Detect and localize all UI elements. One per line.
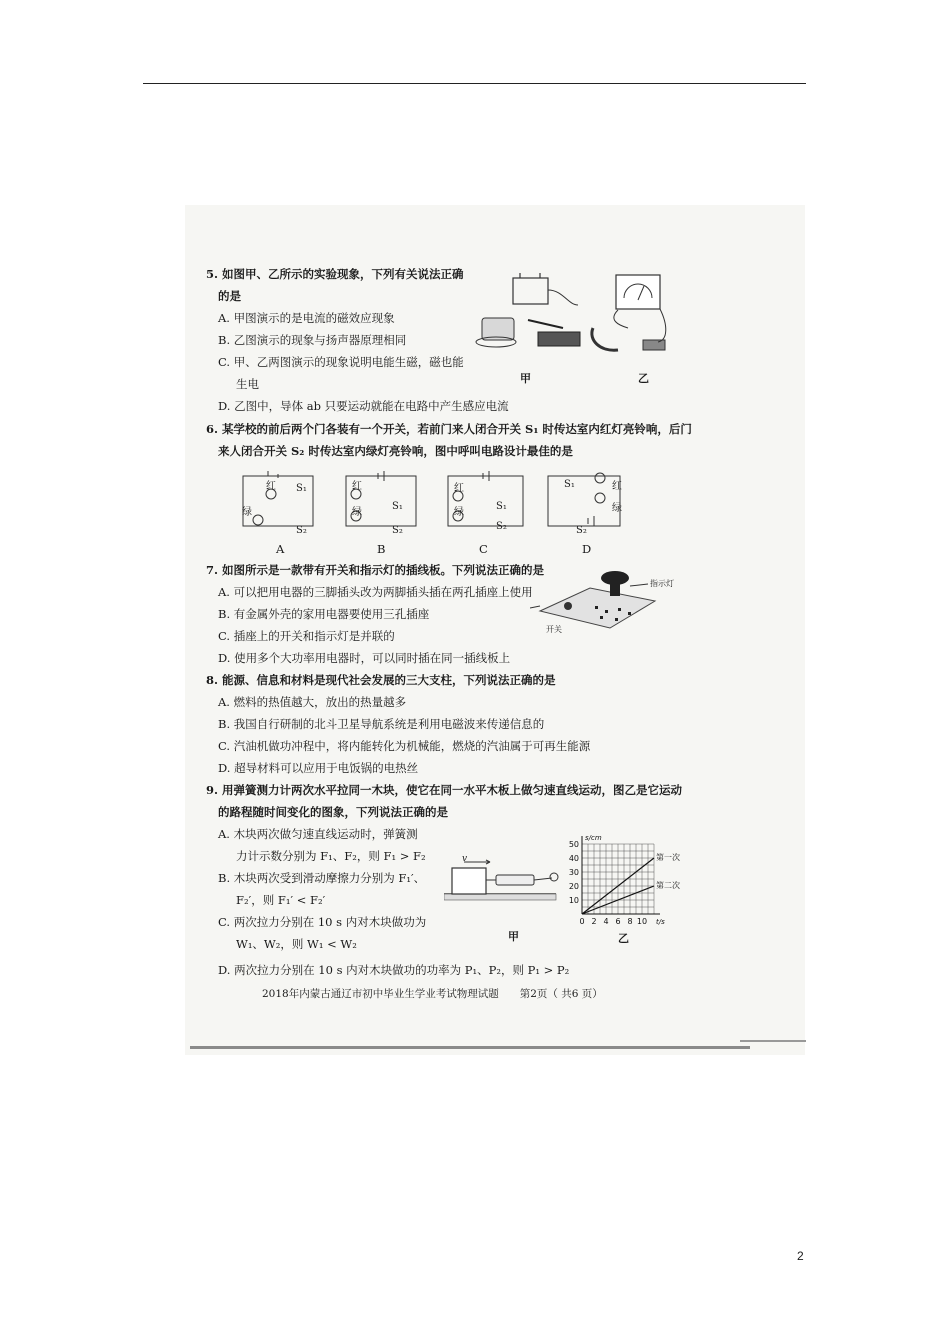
q8-option-c: C. 汽油机做功冲程中，将内能转化为机械能，燃烧的汽油属于可再生能源 xyxy=(218,739,591,753)
q7-option-b: B. 有金属外壳的家用电器要使用三孔插座 xyxy=(218,607,430,621)
q9-stem: 的路程随时间变化的图象，下列说法正确的是 xyxy=(218,805,448,819)
q7-option-c: C. 插座上的开关和指示灯是并联的 xyxy=(218,629,395,643)
q6-stem: 来人闭合开关 S₂ 时传达室内绿灯亮铃响，图中呼叫电路设计最佳的是 xyxy=(218,444,573,458)
q6-label-red: 红 xyxy=(454,483,464,494)
x-tick-label: 8 xyxy=(627,917,633,926)
q9-option-b: F₂′，则 F₁′ < F₂′ xyxy=(236,893,326,907)
y-tick-label: 10 xyxy=(568,896,579,905)
y-axis-label: s/cm xyxy=(585,834,602,842)
q9-figure-label-jia: 甲 xyxy=(508,930,519,943)
q6-label-s1: S₁ xyxy=(392,501,403,512)
page-footer: 2018年内蒙古通辽市初中毕业生学业考试物理试题 第2页（ 共6 页） xyxy=(262,988,603,1000)
st-graph xyxy=(560,828,682,934)
q6-label-s1: S₁ xyxy=(564,479,575,490)
q9-option-c: C. 两次拉力分别在 10 s 内对木块做功为 xyxy=(218,915,427,929)
q7-option-d: D. 使用多个大功率用电器时，可以同时插在同一插线板上 xyxy=(218,651,511,665)
q5-stem: 5. 如图甲、乙所示的实验现象，下列有关说法正确 xyxy=(206,267,464,281)
q6-option-b: B xyxy=(377,542,386,556)
q6-label-s2: S₂ xyxy=(392,525,403,536)
q7-stem: 7. 如图所示是一款带有开关和指示灯的插线板。下列说法正确的是 xyxy=(206,563,545,577)
q5-option-a: A. 甲图演示的是电流的磁效应现象 xyxy=(218,311,395,325)
header-rule xyxy=(143,83,806,84)
q6-label-green: 绿 xyxy=(454,507,464,518)
q7-option-a: A. 可以把用电器的三脚插头改为两脚插头插在两孔插座上使用 xyxy=(218,585,533,599)
q5-figure-label-yi: 乙 xyxy=(638,372,649,385)
page-number: 2 xyxy=(797,1249,804,1263)
q6-label-red: 红 xyxy=(612,481,622,492)
q6-label-s1: S₁ xyxy=(496,501,507,512)
q8-option-b: B. 我国自行研制的北斗卫星导航系统是利用电磁波来传递信息的 xyxy=(218,717,545,731)
y-tick-label: 30 xyxy=(568,868,579,877)
q5-option-c: C. 甲、乙两图演示的现象说明电能生磁，磁也能 xyxy=(218,355,464,369)
q6-option-d: D xyxy=(582,542,592,556)
q6-label-red: 红 xyxy=(352,481,362,492)
q6-option-c: C xyxy=(479,542,488,556)
x-tick-label: 4 xyxy=(603,917,609,926)
q5-stem: 的是 xyxy=(218,289,241,303)
q9-stem: 9. 用弹簧测力计两次水平拉同一木块，使它在同一水平木板上做匀速直线运动，图乙是它运动 xyxy=(206,783,683,797)
q6-label-red: 红 xyxy=(266,481,276,492)
chart-axes xyxy=(582,836,660,914)
q6-label-s2: S₂ xyxy=(496,521,507,532)
series-label-1: 第一次 xyxy=(656,853,680,862)
y-tick-label: 20 xyxy=(568,882,579,891)
series-label-2: 第二次 xyxy=(656,881,680,890)
q9-option-c: W₁、W₂，则 W₁ < W₂ xyxy=(236,937,357,951)
scan-edge xyxy=(190,1046,750,1049)
y-tick-label: 50 xyxy=(568,840,579,849)
q6-label-s2: S₂ xyxy=(296,525,307,536)
q6-label-green: 绿 xyxy=(242,507,252,518)
q5-figure-label-jia: 甲 xyxy=(520,372,531,385)
q5-option-b: B. 乙图演示的现象与扬声器原理相同 xyxy=(218,333,407,347)
q6-label-green: 绿 xyxy=(352,507,362,518)
q8-stem: 8. 能源、信息和材料是现代社会发展的三大支柱，下列说法正确的是 xyxy=(206,673,556,687)
q9-option-b: B. 木块两次受到滑动摩擦力分别为 F₁′、 xyxy=(218,871,426,885)
q9-option-d: D. 两次拉力分别在 10 s 内对木块做功的功率为 P₁、P₂，则 P₁ > P₂ xyxy=(218,963,570,977)
q6-label-s2: S₂ xyxy=(576,525,587,536)
q6-stem: 6. 某学校的前后两个门各装有一个开关，若前门来人闭合开关 S₁ 时传达室内红灯亮铃响，后门 xyxy=(206,422,692,436)
q8-option-d: D. 超导材料可以应用于电饭锅的电热丝 xyxy=(218,761,419,775)
q9-option-a: A. 木块两次做匀速直线运动时，弹簧测 xyxy=(218,827,418,841)
q5-option-c: 生电 xyxy=(236,377,259,391)
q8-option-a: A. 燃料的热值越大，放出的热量越多 xyxy=(218,695,407,709)
q6-option-a: A xyxy=(276,542,285,556)
x-axis-label: t/s xyxy=(656,918,665,926)
q5-figure xyxy=(468,270,678,370)
q6-label-s1: S₁ xyxy=(296,483,307,494)
scan-edge xyxy=(740,1040,806,1042)
x-tick-label: 0 xyxy=(579,917,585,926)
x-tick-label: 10 xyxy=(636,917,648,926)
figure-label-switch: 开关 xyxy=(546,625,562,634)
q9-option-a: 力计示数分别为 F₁、F₂，则 F₁ > F₂ xyxy=(236,849,426,863)
x-tick-label: 6 xyxy=(615,917,621,926)
x-tick-label: 2 xyxy=(591,917,597,926)
velocity-label: v xyxy=(462,854,468,864)
q5-option-d: D. 乙图中，导体 ab 只要运动就能在电路中产生感应电流 xyxy=(218,399,509,413)
q9-figure-label-yi: 乙 xyxy=(618,932,629,945)
y-tick-label: 40 xyxy=(568,854,579,863)
figure-label-indicator-light: 指示灯 xyxy=(650,579,674,588)
chart-grid xyxy=(582,844,654,914)
q6-label-green: 绿 xyxy=(612,503,622,514)
